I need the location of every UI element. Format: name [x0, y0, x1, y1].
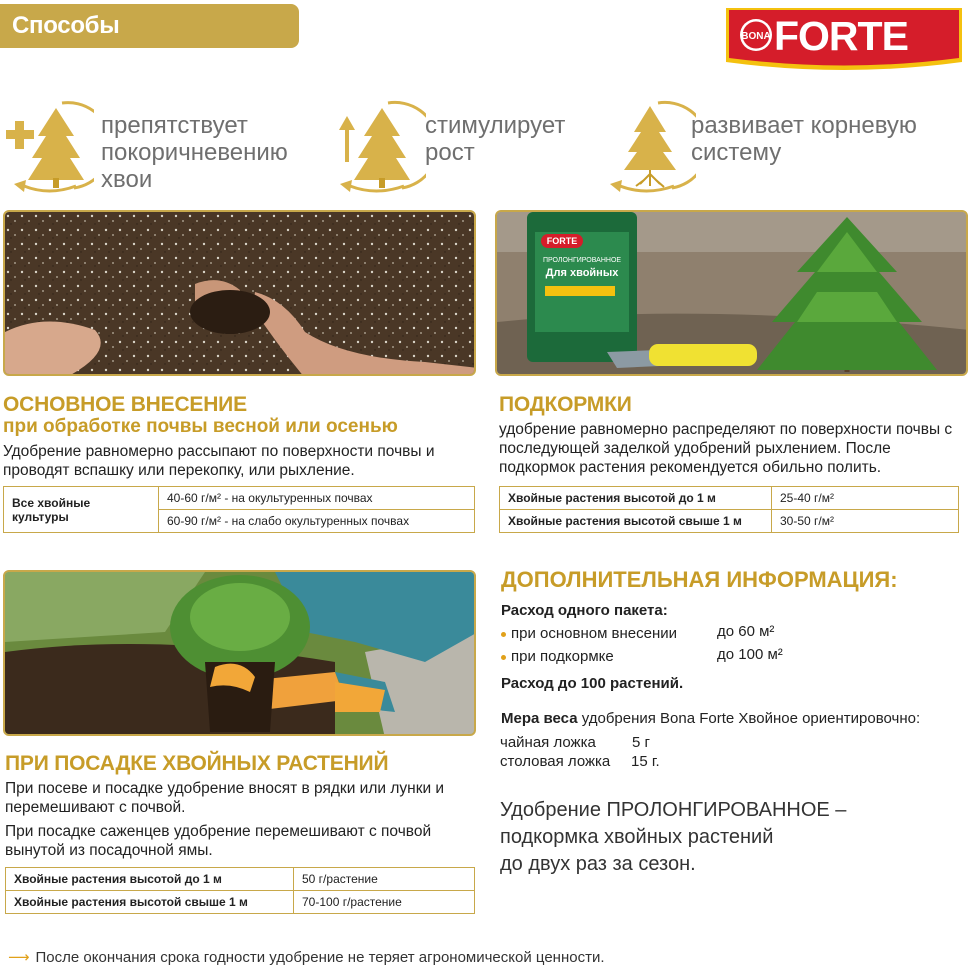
- table-planting: [5, 867, 475, 914]
- paragraph-planting-1: При посеве и посадке удобрение вносят в рядки или лунки и перемешивают с почвой.: [5, 780, 445, 816]
- table-row: [4, 487, 475, 510]
- benefit-browning: [4, 100, 304, 196]
- table-row: [500, 510, 959, 533]
- table-cell-plant: Хвойные растения высотой до 1 м: [6, 868, 294, 891]
- table-main: [3, 486, 475, 533]
- table-cell-rate: 50 г/растение: [294, 868, 475, 891]
- paragraph-planting-2: При посадке саженцев удобрение перемешивают с почвой вынутой из посадочной ямы.: [5, 823, 432, 859]
- plants-consumption: Расход до 100 растений.: [501, 675, 684, 692]
- benefit-text: развивает корневую систему: [691, 112, 917, 166]
- root-tree-icon: [606, 100, 696, 196]
- table-cell-rate: 25-40 г/м²: [772, 487, 959, 510]
- measure-value: 5 г: [632, 734, 650, 751]
- table-cell-rate: 60-90 г/м² - на слабо окультуренных почвах: [159, 510, 475, 533]
- benefit-growth: [336, 100, 576, 196]
- svg-text:FORTE: FORTE: [546, 236, 578, 246]
- bullet-icon: [501, 632, 506, 637]
- consumption-amount: до 100 м²: [717, 646, 783, 663]
- section-title-planting: ПРИ ПОСАДКЕ ХВОЙНЫХ РАСТЕНИЙ: [5, 752, 389, 775]
- measure-value: 15 г.: [631, 753, 660, 770]
- benefit-text: стимулирует рост: [425, 112, 566, 166]
- table-cell-rate: 40-60 г/м² - на окультуренных почвах: [159, 487, 475, 510]
- bona-forte-logo: [722, 4, 966, 74]
- section-title-main: ОСНОВНОЕ ВНЕСЕНИЕ: [3, 393, 247, 416]
- bullet-icon: [501, 655, 506, 660]
- summary-text: Удобрение ПРОЛОНГИРОВАННОЕ – подкормка хвойных растений до двух раз за сезон.: [500, 799, 847, 875]
- measure-name: столовая ложка: [500, 753, 611, 770]
- paragraph-top-dressing: удобрение равномерно распределяют по поверхности почвы с последующей заделкой удобрений рыхлением. После подкормок растения рекомендуется обильно полить.: [499, 421, 953, 476]
- arrow-right-icon: ⟶: [8, 949, 30, 966]
- weight-note: Мера веса удобрения Bona Forte Хвойное ориентировочно:: [501, 710, 921, 727]
- page-title: Способы использования: [0, 4, 299, 48]
- table-cell-plant: Хвойные растения высотой свыше 1 м: [6, 891, 294, 914]
- section-title-top-dressing: ПОДКОРМКИ: [499, 393, 632, 416]
- table-row: [6, 891, 475, 914]
- photo-soil-hands: [3, 210, 476, 376]
- table-row: [6, 868, 475, 891]
- photo-planting: [3, 570, 476, 736]
- paragraph-main: Удобрение равномерно рассыпают по поверхности почвы и проводят вспашку или перекопку, или рыхление.: [3, 443, 435, 479]
- footer-note: ⟶ После окончания срока годности удобрение не теряет агрономической ценности.: [8, 949, 605, 966]
- table-cell-rate: 30-50 г/м²: [772, 510, 959, 533]
- consumption-label: Расход одного пакета:: [501, 602, 668, 619]
- consumption-row: при подкормке: [501, 648, 614, 665]
- consumption-amount: до 60 м²: [717, 623, 775, 640]
- benefit-text: препятствует покоричневению хвои: [101, 112, 288, 193]
- section-title-additional: ДОПОЛНИТЕЛЬНАЯ ИНФОРМАЦИЯ:: [501, 567, 898, 592]
- table-cell-crop: Все хвойные культуры: [4, 487, 159, 533]
- plus-tree-icon: [4, 100, 94, 196]
- table-cell-plant: Хвойные растения высотой до 1 м: [500, 487, 772, 510]
- table-row: [500, 487, 959, 510]
- table-top-dressing: [499, 486, 959, 533]
- photo-package-tree: [495, 210, 968, 376]
- svg-text:BONA: BONA: [741, 31, 771, 42]
- consumption-row: при основном внесении: [501, 625, 677, 642]
- benefit-roots: [606, 100, 946, 196]
- svg-text:ПРОЛОНГИРОВАННОЕ: ПРОЛОНГИРОВАННОЕ: [542, 257, 622, 264]
- table-cell-plant: Хвойные растения высотой свыше 1 м: [500, 510, 772, 533]
- svg-text:Для хвойных: Для хвойных: [545, 267, 619, 279]
- table-cell-rate: 70-100 г/растение: [294, 891, 475, 914]
- svg-text:FORTE: FORTE: [774, 13, 908, 59]
- growth-tree-icon: [336, 100, 426, 196]
- section-subtitle-main: при обработке почвы весной или осенью: [3, 416, 398, 437]
- measure-name: чайная ложка: [500, 734, 596, 751]
